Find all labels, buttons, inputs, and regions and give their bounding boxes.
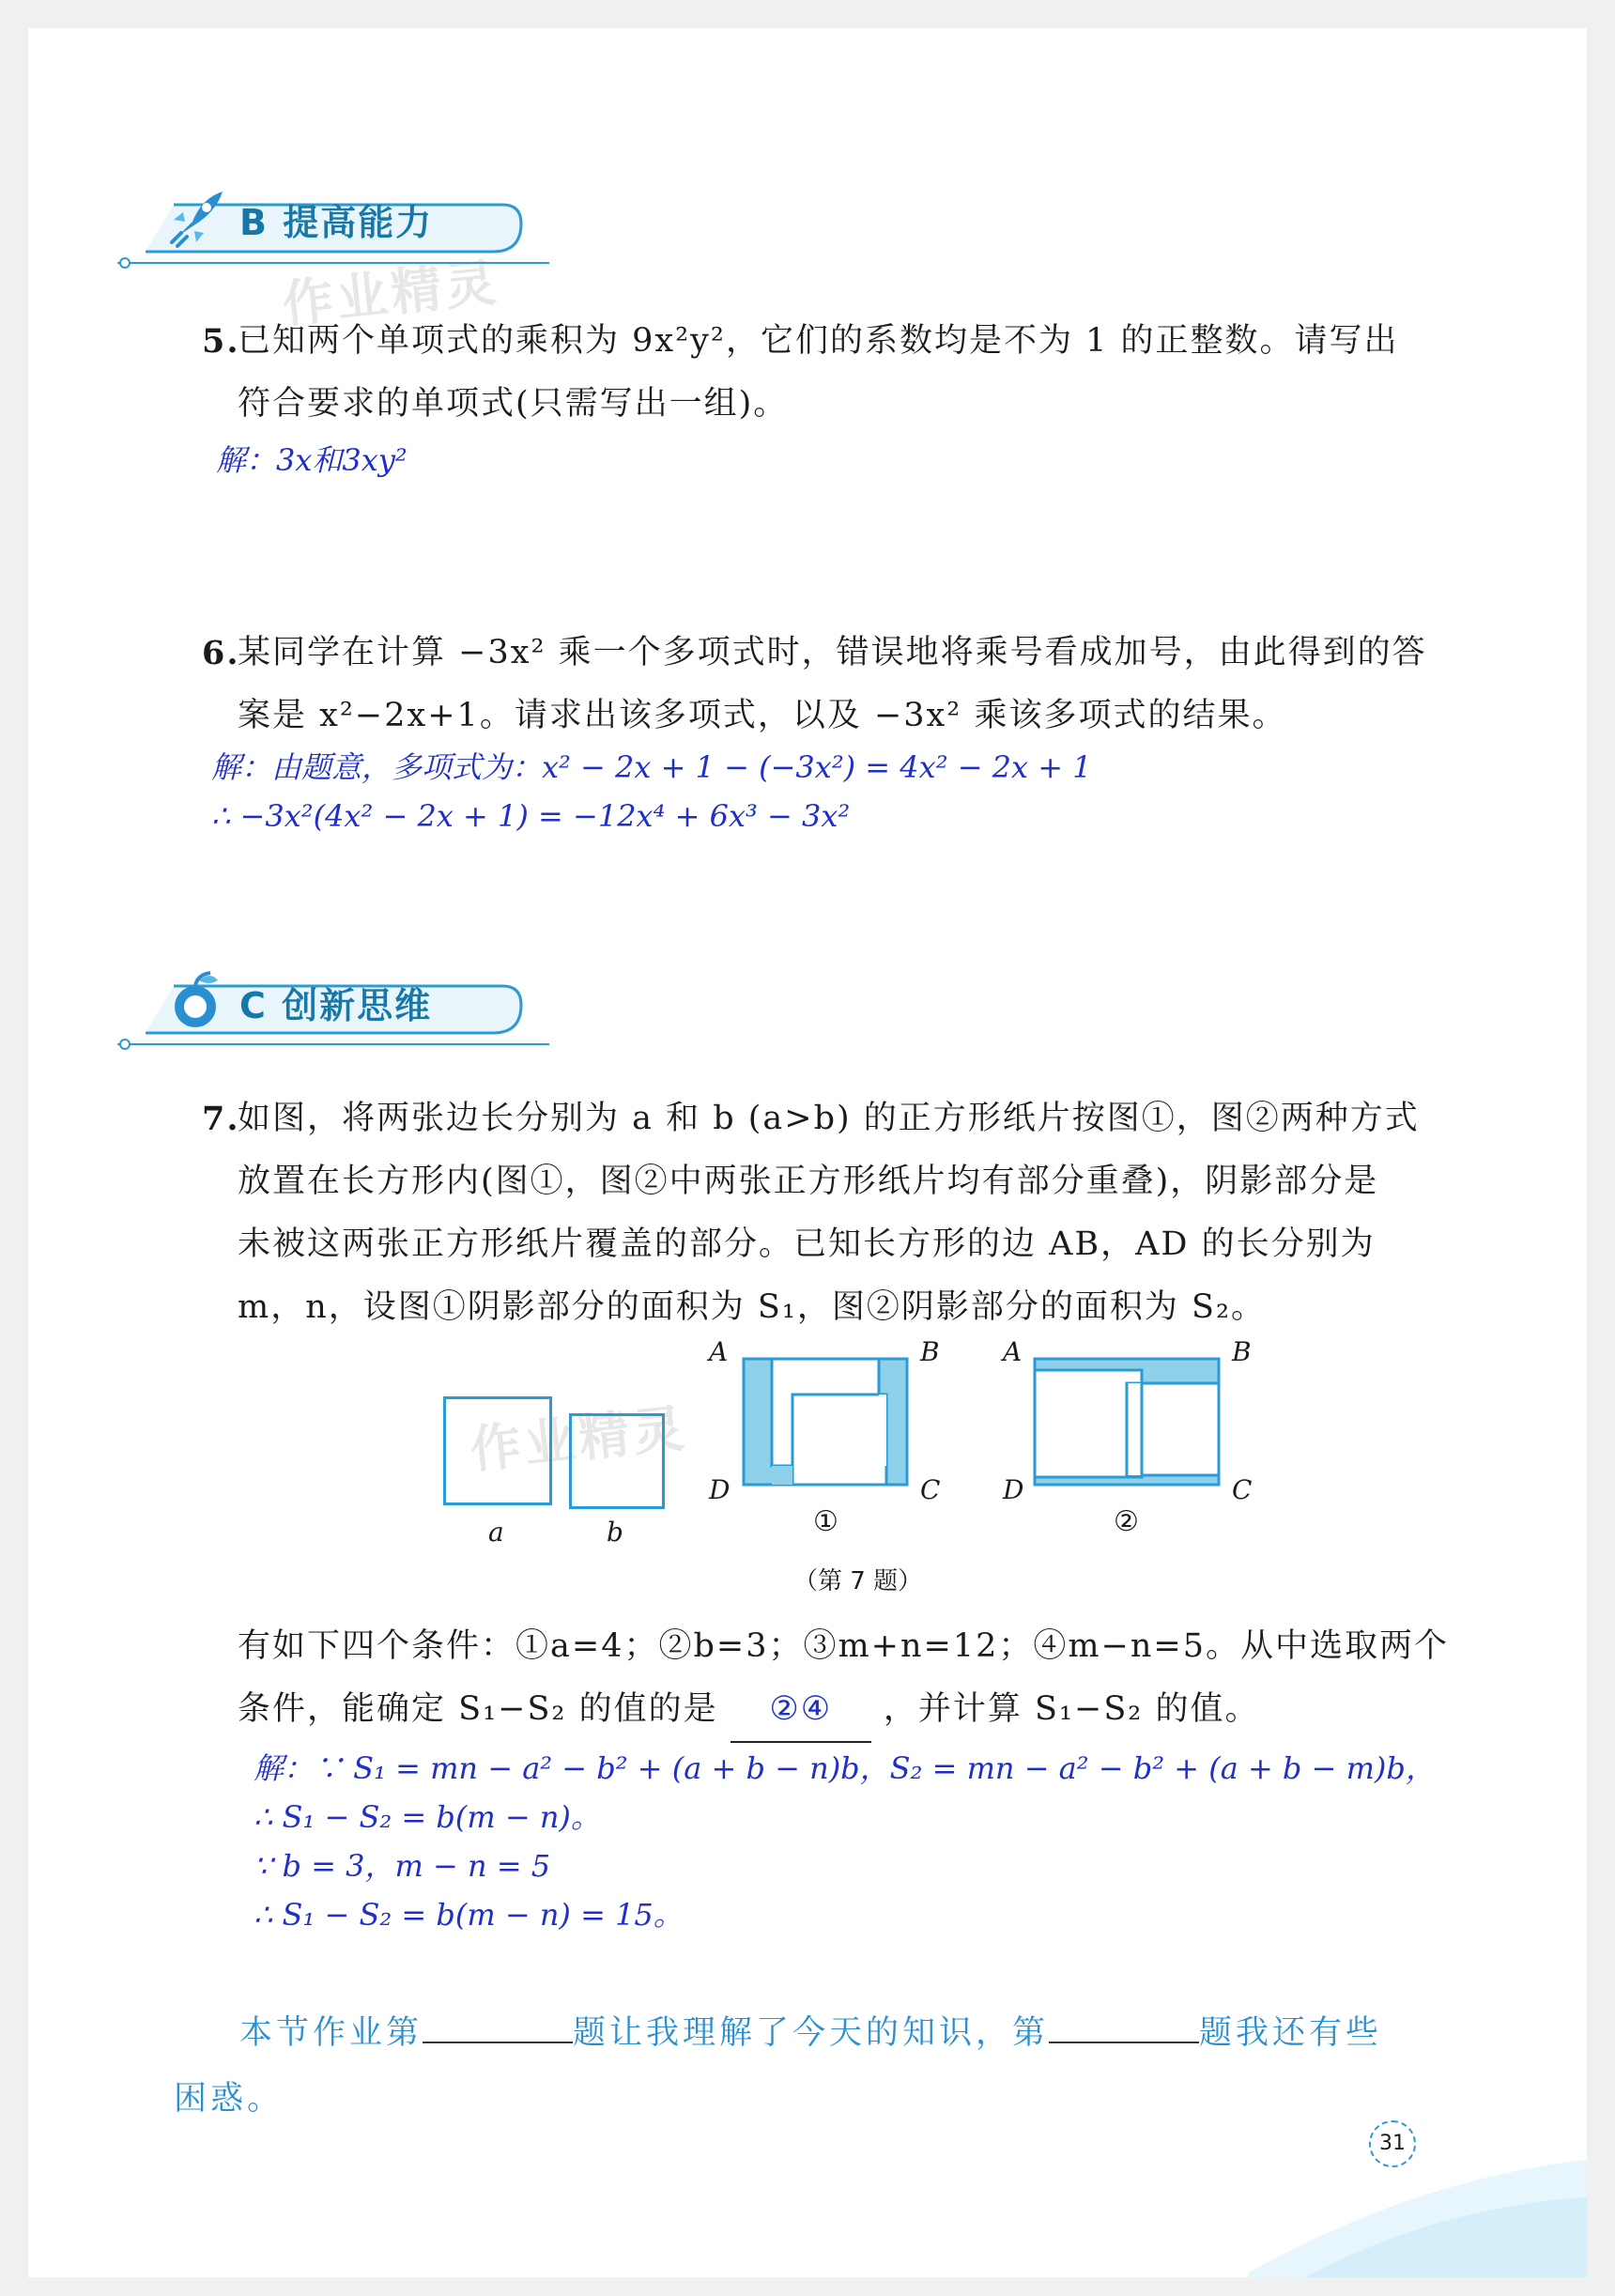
- vertex-a: A: [1003, 1336, 1023, 1367]
- question-text-line: 案是 x²−2x+1。请求出该多项式，以及 −3x² 乘该多项式的结果。: [238, 697, 1287, 734]
- reflection-line: 困惑。: [174, 2080, 285, 2118]
- solution-line: ∴ S₁ − S₂ = b(m − n) = 15。: [254, 1897, 684, 1933]
- question-7-conditions: [238, 1615, 1505, 1743]
- answer-5: 解：3x和3xy²: [216, 442, 408, 478]
- question-text-line: 已知两个单项式的乘积为 9x²y²，它们的系数均是不为 1 的正整数。请写出: [238, 322, 1399, 360]
- condition-text: ，并计算 S₁−S₂ 的值。: [883, 1690, 1260, 1728]
- section-c-title: C 创新思维: [239, 985, 433, 1026]
- figure-1-label: ①: [813, 1505, 838, 1538]
- question-text-line: m，n，设图①阴影部分的面积为 S₁，图②阴影部分的面积为 S₂。: [238, 1288, 1266, 1326]
- question-number: 5.: [202, 322, 240, 361]
- vertex-d: D: [1003, 1474, 1024, 1505]
- question-text-line: 未被这两张正方形纸片覆盖的部分。已知长方形的边 AB，AD 的长分别为: [238, 1225, 1376, 1263]
- label-b: b: [607, 1517, 623, 1548]
- question-text-line: 符合要求的单项式(只需写出一组)。: [238, 385, 789, 423]
- solution-line: ∴ S₁ − S₂ = b(m − n)。: [254, 1799, 601, 1835]
- reflection-blank-1[interactable]: [423, 2042, 573, 2043]
- section-c-banner: [117, 977, 559, 1056]
- page: [28, 28, 1587, 2277]
- condition-line: [238, 1678, 1505, 1743]
- page-number-text: 31: [1379, 2132, 1406, 2155]
- question-7: [202, 1087, 1505, 1339]
- decorative-waves: [1249, 2122, 1587, 2277]
- figure-1-diagram: [742, 1357, 911, 1488]
- page-number: [1369, 2120, 1416, 2167]
- blank-answer: ②④: [769, 1690, 833, 1728]
- solution-line: ∵ b = 3，m − n = 5: [254, 1848, 551, 1884]
- question-text-line: 某同学在计算 −3x² 乘一个多项式时，错误地将乘号看成加号，由此得到的答: [238, 634, 1427, 671]
- label-a: a: [488, 1517, 504, 1548]
- reflection-text: 题我还有些: [1199, 2014, 1383, 2052]
- question-text-line: 放置在长方形内(图①，图②中两张正方形纸片均有部分重叠)，阴影部分是: [238, 1163, 1379, 1200]
- reflection-line: [192, 2000, 1507, 2066]
- question-number: 7.: [202, 1100, 240, 1138]
- watermark: 作业精灵: [279, 253, 503, 334]
- question-5: [202, 310, 1505, 436]
- reflection-blank-2[interactable]: [1049, 2042, 1199, 2043]
- vertex-d: D: [709, 1474, 731, 1505]
- answer-6-line2: ∴ −3x²(4x² − 2x + 1) = −12x⁴ + 6x³ − 3x²: [211, 798, 851, 834]
- answer-blank: [731, 1678, 871, 1743]
- figure-2-label: ②: [1114, 1505, 1139, 1538]
- condition-text: 条件，能确定 S₁−S₂ 的值的是: [238, 1690, 718, 1728]
- vertex-c: C: [920, 1474, 941, 1505]
- vertex-b: B: [1232, 1336, 1252, 1367]
- question-6: [202, 622, 1505, 747]
- section-b-title: B 提高能力: [239, 202, 434, 243]
- condition-line: 有如下四个条件：①a=4；②b=3；③m+n=12；④m−n=5。从中选取两个: [238, 1627, 1450, 1665]
- watermark: 作业精灵: [467, 1398, 691, 1480]
- reflection-prompt: [174, 2000, 1507, 2132]
- answer-6-line1: 解：由题意，多项式为：x² − 2x + 1 − (−3x²) = 4x² − 2x + 1: [211, 749, 1092, 785]
- rocket-icon: [164, 184, 230, 250]
- figure-caption: （第 7 题）: [793, 1567, 923, 1595]
- vertex-c: C: [1232, 1474, 1253, 1505]
- reflection-text: 本节作业第: [239, 2014, 423, 2052]
- figure-2-diagram: [1033, 1357, 1221, 1488]
- question-number: 6.: [202, 634, 240, 672]
- apple-icon: [169, 969, 225, 1031]
- solution-line: 解：∵ S₁ = mn − a² − b² + (a + b − n)b，S₂ = mn − a² − b² + (a + b − m)b，: [254, 1750, 1436, 1786]
- question-text-line: 如图，将两张边长分别为 a 和 b (a>b) 的正方形纸片按图①，图②两种方式: [238, 1100, 1420, 1137]
- reflection-text: 题让我理解了今天的知识，第: [573, 2014, 1050, 2052]
- vertex-b: B: [920, 1336, 940, 1367]
- vertex-a: A: [709, 1336, 729, 1367]
